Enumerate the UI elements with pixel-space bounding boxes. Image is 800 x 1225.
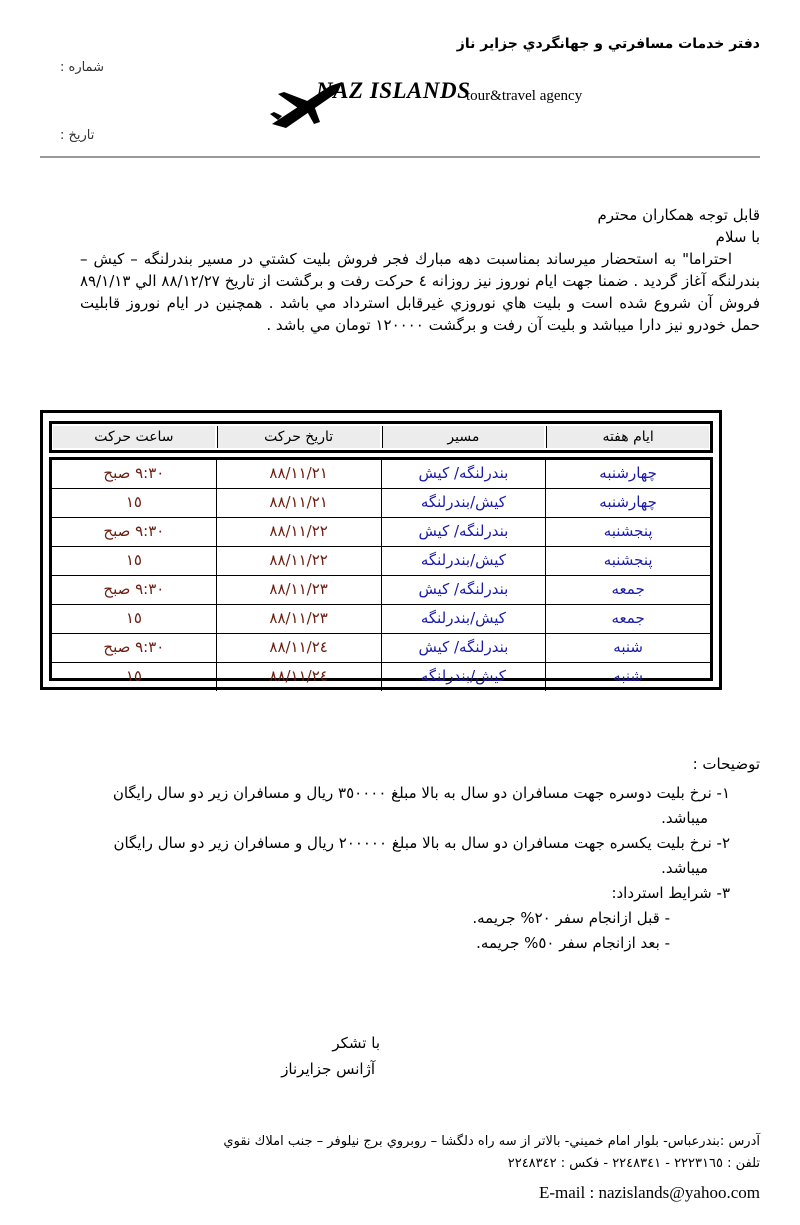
cell-time: ١٥	[125, 609, 142, 627]
cell-date: ٨٨/١١/٢٣	[216, 576, 381, 604]
cell-route: بندرلنگه/ كيش	[381, 518, 546, 546]
logo-subtitle: tour&travel agency	[466, 88, 583, 104]
cell-time: ٩:٣٠ صبح	[103, 638, 165, 656]
footer-email[interactable]: E-mail : nazislands@yahoo.com	[538, 1183, 760, 1202]
footer-phone: تلفن : ٢٢٢٣١٦٥ - ٢٢٤٨٣٤١ - فكس : ٢٢٤٨٣٤٢	[507, 1156, 760, 1171]
date-label: تاريخ :	[60, 128, 95, 143]
signature-thanks: با تشكر	[332, 1034, 380, 1052]
table-body	[49, 457, 713, 685]
cell-day: جمعه	[545, 605, 710, 633]
cell-day: شنبه	[545, 663, 710, 691]
table-row	[52, 547, 710, 576]
cell-day: چهارشنبه	[545, 489, 710, 517]
cell-route: بندرلنگه/ كيش	[381, 460, 546, 488]
cell-day: چهارشنبه	[545, 460, 710, 488]
cell-day: پنجشنبه	[545, 547, 710, 575]
cell-day: پنجشنبه	[545, 518, 710, 546]
cell-route: كيش/بندرلنگه	[381, 547, 546, 575]
cell-day: شنبه	[545, 634, 710, 662]
cell-time: ١٥	[125, 551, 142, 569]
cell-date: ٨٨/١١/٢١	[216, 460, 381, 488]
cell-route: كيش/بندرلنگه	[381, 605, 546, 633]
note-item-3: ٣- شرايط استرداد:	[611, 884, 730, 902]
cell-time: ١٥	[125, 667, 142, 685]
cell-route: بندرلنگه/ كيش	[381, 576, 546, 604]
table-row	[52, 460, 710, 489]
cell-time: ٩:٣٠ صبح	[103, 522, 165, 540]
cell-day: جمعه	[545, 576, 710, 604]
table-row	[52, 605, 710, 634]
number-label: شماره :	[60, 60, 104, 75]
note-sub-1: - قبل ازانجام سفر ٢٠% جريمه.	[472, 909, 670, 927]
cell-date: ٨٨/١١/٢٢	[216, 518, 381, 546]
table-row	[52, 634, 710, 663]
signature-agency: آژانس جزايرناز	[281, 1060, 375, 1078]
cell-date: ٨٨/١١/٢٢	[216, 547, 381, 575]
header-date: تاريخ حركت	[217, 426, 380, 448]
table-row	[52, 576, 710, 605]
note-item-1: ١- نرخ بليت دوسره جهت مسافران دو سال به بالا مبلغ ٣٥٠٠٠٠ ريال و مسافران زير دو سال رايگان ميباشد.	[112, 784, 730, 827]
cell-date: ٨٨/١١/٢٣	[216, 605, 381, 633]
notes-title: توضيحات :	[692, 755, 760, 773]
logo-text: NAZ ISLANDS	[316, 78, 471, 103]
cell-route: كيش/بندرلنگه	[381, 489, 546, 517]
cell-date: ٨٨/١١/٢٤	[216, 663, 381, 691]
agency-name: دفتر خدمات مسافرتي و جهانگردي جزاير ناز	[456, 36, 760, 52]
cell-route: بندرلنگه/ كيش	[381, 634, 546, 662]
cell-time: ١٥	[125, 493, 142, 511]
note-item-2: ٢- نرخ بليت يكسره جهت مسافران دو سال به بالا مبلغ ٢٠٠٠٠٠ ريال و مسافران زير دو سال رايگان ميباشد.	[113, 834, 730, 877]
header-divider	[40, 156, 760, 158]
table-header	[49, 421, 713, 453]
footer-address: آدرس :بندرعباس- بلوار امام خميني- بالاتر از سه راه دلگشا – روبروي برج نيلوفر – جنب املاك نقوي	[223, 1134, 760, 1149]
cell-date: ٨٨/١١/٢٤	[216, 634, 381, 662]
table-row	[52, 663, 710, 691]
table-row	[52, 489, 710, 518]
header-day: ايام هفته	[546, 426, 709, 448]
cell-date: ٨٨/١١/٢١	[216, 489, 381, 517]
notes-section	[70, 752, 760, 956]
cell-time: ٩:٣٠ صبح	[103, 580, 165, 598]
note-sub-2: - بعد ازانجام سفر ٥٠% جريمه.	[476, 934, 670, 952]
agency-logo	[268, 72, 608, 138]
addressee: قابل توجه همكاران محترم	[597, 206, 760, 224]
cell-route: كيش/بندرلنگه	[381, 663, 546, 691]
header-time: ساعت حركت	[53, 426, 215, 448]
cell-time: ٩:٣٠ صبح	[103, 464, 165, 482]
greeting: با سلام	[715, 228, 760, 246]
table-row	[52, 518, 710, 547]
schedule-table	[40, 410, 722, 690]
letter-paragraph: احتراما" به استحضار ميرساند بمناسبت دهه مبارك فجر فروش بليت كشتي در مسير بندرلنگه – كيش – بندرلنگه آغاز گرديد . ضمنا جهت ايام نوروز نيز روزانه ٤ حركت رفت و برگشت از تاريخ ٨٨/١٢/٢٧ الي ٨٩/١/١٣ فروش آن شروع شده است و بليت هاي نوروزي غيرقابل استرداد مي باشد . همچنين در ايام نوروز قابليت حمل خودرو نيز دارا ميباشد و بليت آن رفت و برگشت ١٢٠٠٠٠ تومان مي باشد .	[80, 250, 761, 334]
header-route: مسير	[382, 426, 545, 448]
letter-body	[80, 204, 760, 336]
